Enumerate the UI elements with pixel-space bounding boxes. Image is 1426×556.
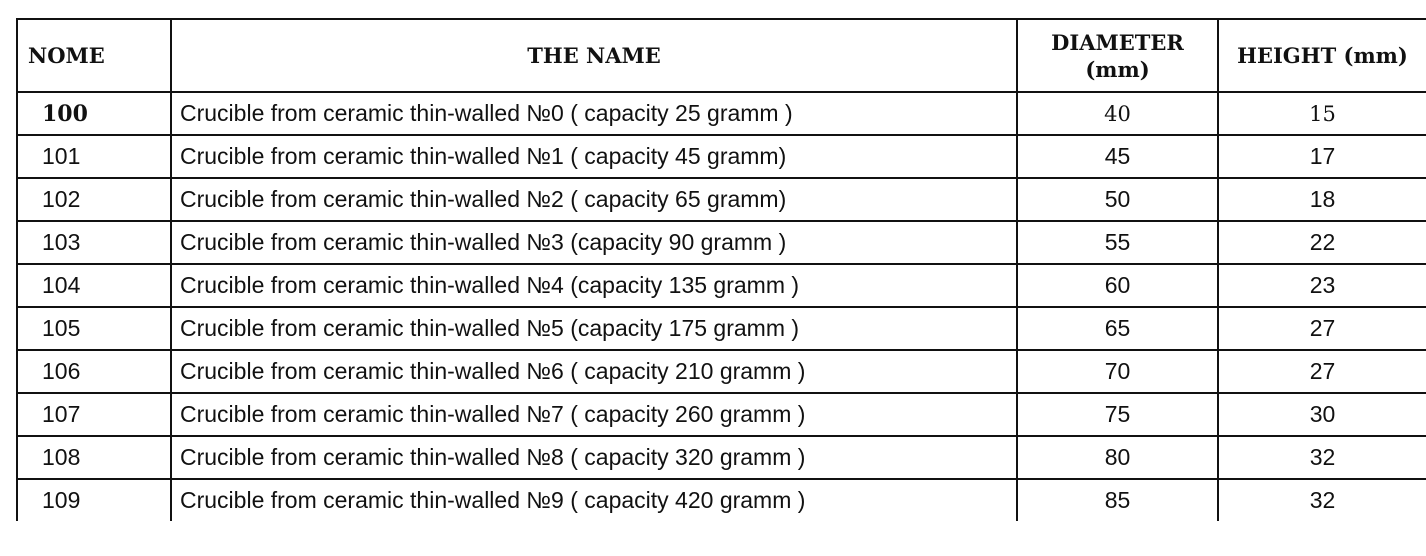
cell-height: 27 xyxy=(1218,307,1426,350)
table-row xyxy=(17,221,1426,264)
cell-nome: 108 xyxy=(17,436,108,479)
table-row xyxy=(17,307,1426,350)
cell-height: 22 xyxy=(1218,221,1426,264)
cell-nome: 103 xyxy=(17,221,108,264)
cell-nome: 106 xyxy=(17,350,108,393)
cell-name: Crucible from ceramic thin-walled №1 ( capacity 45 gramm) xyxy=(171,135,1017,178)
cell-diameter: 85 xyxy=(1017,479,1218,521)
cell-height: 23 xyxy=(1218,264,1426,307)
cell-name: Crucible from ceramic thin-walled №6 ( capacity 210 gramm ) xyxy=(171,350,1017,393)
header-height: HEIGHT (mm) xyxy=(1218,19,1426,92)
cell-spacer xyxy=(108,264,171,307)
table-body xyxy=(17,92,1426,521)
cell-height: 18 xyxy=(1218,178,1426,221)
cell-nome: 101 xyxy=(17,135,108,178)
table-row xyxy=(17,264,1426,307)
table-row xyxy=(17,479,1426,521)
cell-height: 30 xyxy=(1218,393,1426,436)
cell-spacer xyxy=(108,178,171,221)
header-nome: NOME xyxy=(17,19,171,92)
cell-spacer xyxy=(108,393,171,436)
cell-diameter: 45 xyxy=(1017,135,1218,178)
crucible-table-container xyxy=(16,18,1426,521)
cell-spacer xyxy=(108,92,171,135)
cell-spacer xyxy=(108,479,171,521)
cell-diameter: 55 xyxy=(1017,221,1218,264)
cell-diameter: 40 xyxy=(1017,92,1218,135)
cell-name: Crucible from ceramic thin-walled №8 ( capacity 320 gramm ) xyxy=(171,436,1017,479)
header-diameter: DIAMETER (mm) xyxy=(1017,19,1218,92)
header-the-name: THE NAME xyxy=(171,19,1017,92)
cell-spacer xyxy=(108,350,171,393)
cell-nome: 107 xyxy=(17,393,108,436)
table-row xyxy=(17,436,1426,479)
table-row xyxy=(17,350,1426,393)
cell-height: 27 xyxy=(1218,350,1426,393)
cell-nome: 105 xyxy=(17,307,108,350)
cell-name: Crucible from ceramic thin-walled №0 ( capacity 25 gramm ) xyxy=(171,92,1017,135)
cell-spacer xyxy=(108,221,171,264)
cell-height: 15 xyxy=(1218,92,1426,135)
cell-spacer xyxy=(108,307,171,350)
table-row xyxy=(17,135,1426,178)
cell-diameter: 80 xyxy=(1017,436,1218,479)
cell-name: Crucible from ceramic thin-walled №7 ( capacity 260 gramm ) xyxy=(171,393,1017,436)
cell-nome: 100 xyxy=(17,92,108,135)
crucible-table xyxy=(16,18,1426,521)
cell-height: 32 xyxy=(1218,479,1426,521)
cell-name: Crucible from ceramic thin-walled №5 (capacity 175 gramm ) xyxy=(171,307,1017,350)
cell-name: Crucible from ceramic thin-walled №2 ( capacity 65 gramm) xyxy=(171,178,1017,221)
cell-spacer xyxy=(108,436,171,479)
cell-nome: 102 xyxy=(17,178,108,221)
table-row xyxy=(17,178,1426,221)
cell-nome: 109 xyxy=(17,479,108,521)
cell-name: Crucible from ceramic thin-walled №9 ( capacity 420 gramm ) xyxy=(171,479,1017,521)
cell-diameter: 50 xyxy=(1017,178,1218,221)
cell-diameter: 70 xyxy=(1017,350,1218,393)
cell-height: 32 xyxy=(1218,436,1426,479)
table-row xyxy=(17,92,1426,135)
cell-height: 17 xyxy=(1218,135,1426,178)
cell-spacer xyxy=(108,135,171,178)
cell-name: Crucible from ceramic thin-walled №3 (capacity 90 gramm ) xyxy=(171,221,1017,264)
cell-nome: 104 xyxy=(17,264,108,307)
table-header-row xyxy=(17,19,1426,92)
cell-diameter: 65 xyxy=(1017,307,1218,350)
cell-diameter: 75 xyxy=(1017,393,1218,436)
cell-name: Crucible from ceramic thin-walled №4 (capacity 135 gramm ) xyxy=(171,264,1017,307)
cell-diameter: 60 xyxy=(1017,264,1218,307)
table-row xyxy=(17,393,1426,436)
